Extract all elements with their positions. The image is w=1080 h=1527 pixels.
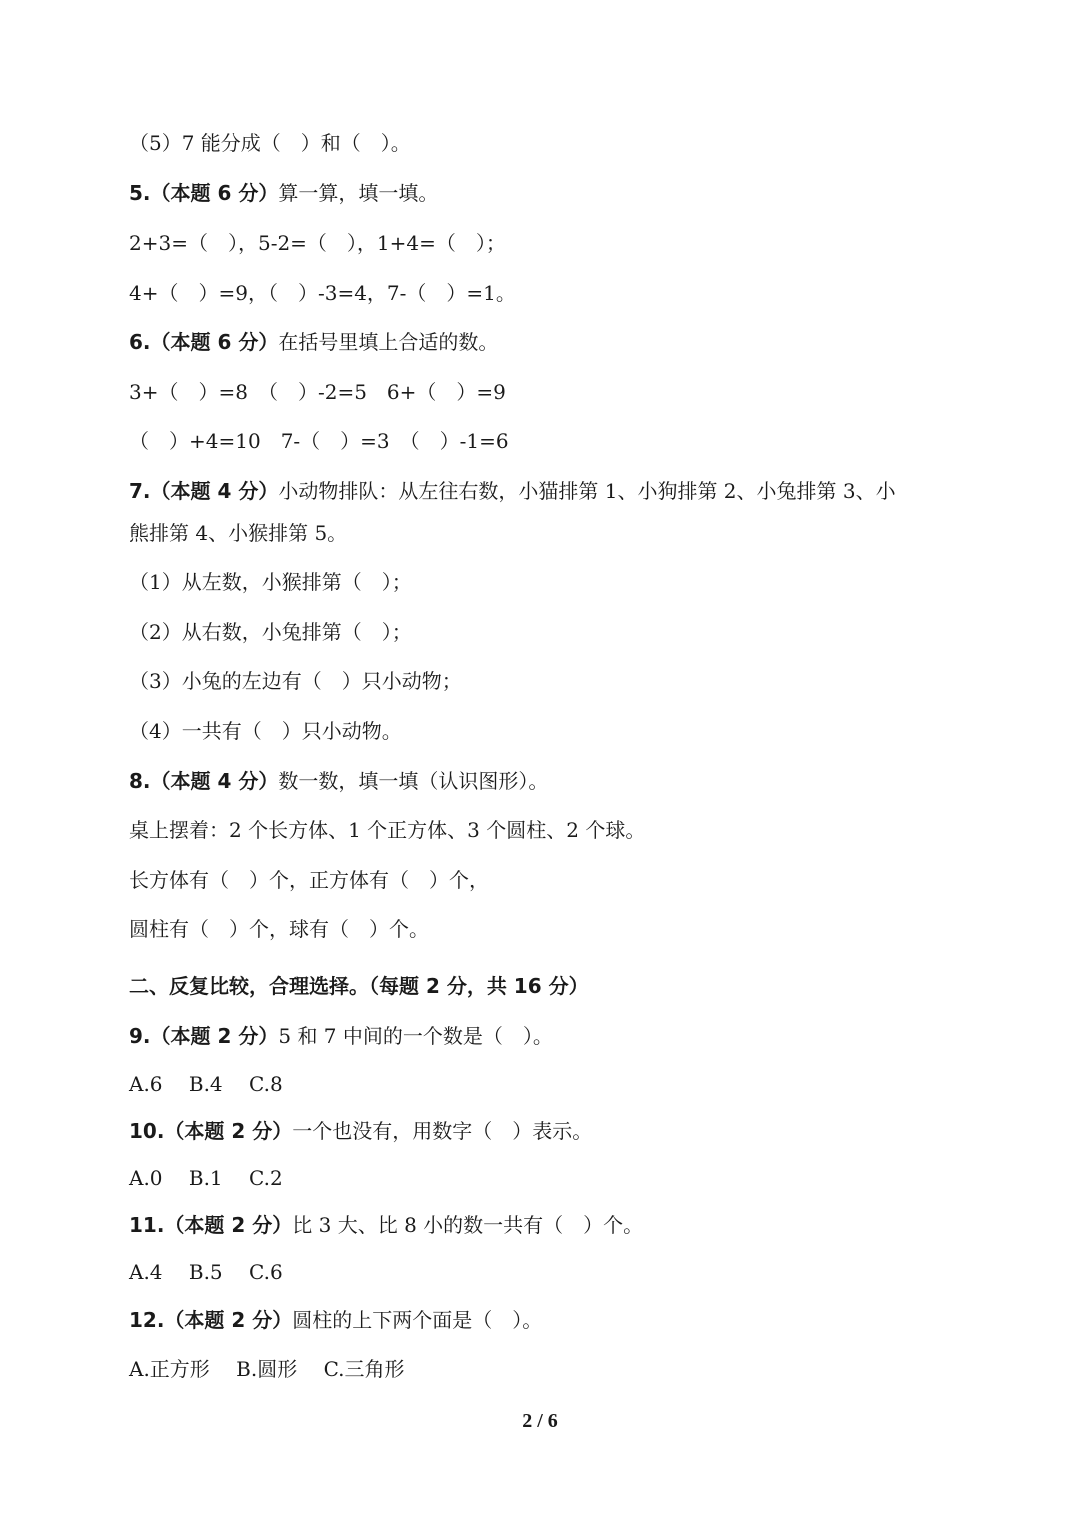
question-7-text: 小动物排队：从左往右数，小猫排第 1、小狗排第 2、小兔排第 3、小 xyxy=(278,479,896,503)
question-9-options: A.6 B.4 C.8 xyxy=(129,1072,283,1096)
question-11-text: 比 3 大、比 8 小的数一共有（ ）个。 xyxy=(292,1213,644,1237)
question-11-options: A.4 B.5 C.6 xyxy=(129,1260,283,1284)
question-8-line-1: 桌上摆着：2 个长方体、1 个正方体、3 个圆柱、2 个球。 xyxy=(129,818,646,842)
question-5 xyxy=(129,179,960,207)
question-10 xyxy=(129,1117,960,1145)
question-7-subitem-4: （4）一共有（ ）只小动物。 xyxy=(129,719,402,743)
question-7-subitem-2: （2）从右数，小兔排第（ ）； xyxy=(129,620,412,644)
question-10-text: 一个也没有，用数字（ ）表示。 xyxy=(292,1119,593,1143)
question-10-options: A.0 B.1 C.2 xyxy=(129,1166,283,1190)
question-6-line-1: 3+（ ）=8 （ ）-2=5 6+（ ）=9 xyxy=(129,380,506,404)
question-6-line-2: （ ）+4=10 7-（ ）=3 （ ）-1=6 xyxy=(129,429,509,453)
question-9-text: 5 和 7 中间的一个数是（ ）。 xyxy=(278,1024,553,1048)
question-12 xyxy=(129,1306,960,1334)
question-6-header: 6.（本题 6 分） xyxy=(129,330,279,354)
question-8 xyxy=(129,767,960,795)
question-12-options: A.正方形 B.圆形 C.三角形 xyxy=(129,1357,405,1381)
question-7-header: 7.（本题 4 分） xyxy=(129,479,279,503)
question-11 xyxy=(129,1211,960,1239)
question-9 xyxy=(129,1022,960,1050)
question-5-line-1: 2+3=（ ），5-2=（ ），1+4=（ ）； xyxy=(129,231,506,255)
question-5-line-2: 4+（ ）=9，（ ）-3=4，7-（ ）=1。 xyxy=(129,281,516,305)
question-6-text: 在括号里填上合适的数。 xyxy=(278,330,499,354)
question-6 xyxy=(129,328,960,356)
question-5-header: 5.（本题 6 分） xyxy=(129,181,279,205)
question-7-text-continued: 熊排第 4、小猴排第 5。 xyxy=(129,521,348,545)
question-7-subitem-1: （1）从左数，小猴排第（ ）； xyxy=(129,570,412,594)
question-8-header: 8.（本题 4 分） xyxy=(129,769,279,793)
question-9-header: 9.（本题 2 分） xyxy=(129,1024,279,1048)
question-8-line-3: 圆柱有（ ）个，球有（ ）个。 xyxy=(129,917,429,941)
question-12-header: 12.（本题 2 分） xyxy=(129,1308,293,1332)
question-7 xyxy=(129,477,960,505)
q4-subitem-5: （5）7 能分成（ ）和（ ）。 xyxy=(129,131,411,155)
question-10-header: 10.（本题 2 分） xyxy=(129,1119,293,1143)
question-11-header: 11.（本题 2 分） xyxy=(129,1213,293,1237)
question-7-subitem-3: （3）小兔的左边有（ ）只小动物； xyxy=(129,669,462,693)
section-2-title: 二、反复比较，合理选择。（每题 2 分，共 16 分） xyxy=(129,974,589,998)
page-number: 2 / 6 xyxy=(522,1410,558,1432)
question-5-text: 算一算，填一填。 xyxy=(278,181,439,205)
question-8-text: 数一数，填一填（认识图形）。 xyxy=(278,769,549,793)
question-8-line-2: 长方体有（ ）个，正方体有（ ）个， xyxy=(129,868,489,892)
question-12-text: 圆柱的上下两个面是（ ）。 xyxy=(292,1308,543,1332)
